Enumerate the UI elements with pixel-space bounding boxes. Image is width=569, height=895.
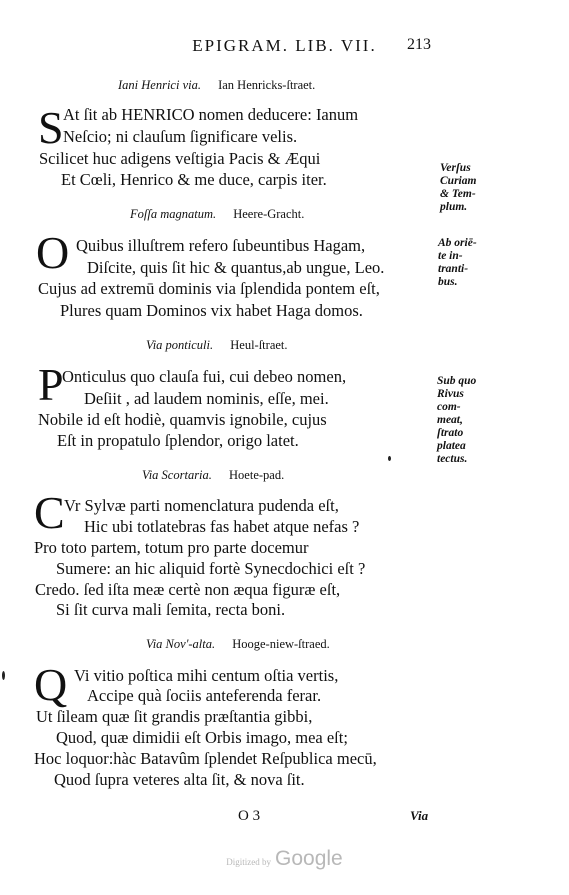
verse-line: Et Cœli, Henrico & me duce, carpis iter. (61, 170, 327, 189)
verse-line: Deſiit , ad laudem nominis, eſſe, mei. (84, 389, 329, 408)
signature-mark: O 3 (238, 808, 261, 824)
verse-line: Nobile id eſt hodiè, quamvis ignobile, cujus (38, 410, 327, 429)
margin-note-line: tectus. (437, 453, 468, 465)
verse-line: Sumere: an hic aliquid fortè Synecdochici eſt ? (56, 559, 366, 578)
page-number: 213 (407, 36, 431, 53)
margin-note-line: Sub quo (437, 375, 477, 387)
title-dutch: Ian Henricks-ſtraet. (218, 78, 316, 92)
verse-line: Onticulus quo clauſa fui, cui debeo nomen, (62, 367, 347, 386)
running-head: EPIGRAM. LIB. VII. (192, 36, 377, 55)
verse-line: Quod, quæ dimidii eſt Orbis imago, mea eſt; (56, 728, 348, 747)
margin-note-line: & Tem- (440, 188, 476, 200)
verse-line: Vr Sylvæ parti nomenclatura pudenda eſt, (64, 496, 339, 515)
margin-note-line: Ab oriē- (438, 237, 477, 249)
digitization-watermark (0, 847, 569, 871)
ink-speck (388, 456, 391, 461)
drop-initial: S (38, 102, 64, 153)
margin-note-line: platea (437, 440, 466, 452)
section-title (130, 207, 304, 222)
margin-note (437, 375, 476, 466)
verse-line: Quibus illuſtrem refero ſubeuntibus Hagam, (76, 236, 366, 255)
verse-line: Eſt in propatulo ſplendor, origo latet. (57, 431, 299, 450)
margin-note (440, 162, 476, 214)
verse-line: Plures quam Dominos vix habet Haga domos. (60, 301, 363, 320)
drop-initial: O (36, 227, 70, 278)
margin-note-line: ſtrato (437, 427, 464, 439)
margin-note-line: te in- (438, 250, 463, 262)
title-latin: Via Nov'-alta. (146, 637, 216, 651)
title-latin: Via Scortaria. (142, 468, 212, 482)
margin-note-line: com- (437, 401, 461, 413)
title-dutch: Hoete-pad. (229, 468, 285, 482)
verse-line: Hic ubi totlatebras fas habet atque nefas ? (84, 517, 360, 536)
title-dutch: Heul-ſtraet. (230, 338, 288, 352)
drop-initial: C (34, 487, 65, 538)
verse-line: Si ſit curva mali ſemita, recta boni. (56, 600, 286, 619)
drop-initial: P (38, 359, 64, 410)
watermark-small-text: Digitized by (226, 857, 272, 867)
catchword: Via (410, 808, 429, 823)
watermark-logo-text: Google (275, 847, 343, 870)
verse-line: Quod ſupra veteres alta ſit, & nova ſit. (54, 770, 305, 789)
verse-line: Scilicet huc adigens veſtigia Pacis & Æqui (39, 149, 321, 168)
verse-line: Hoc loquor:hàc Batavûm ſplendet Reſpublica mecū, (34, 749, 377, 768)
section-title (146, 338, 288, 353)
drop-initial: Q (34, 659, 68, 710)
title-dutch: Heere-Gracht. (233, 207, 305, 221)
margin-note-line: Rivus (437, 388, 464, 400)
title-dutch: Hooge-niew-ſtraed. (232, 637, 330, 651)
verse-line: Pro toto partem, totum pro parte docemur (34, 538, 309, 557)
verse-line: Cujus ad extremū dominis via ſplendida pontem eſt, (38, 279, 380, 298)
margin-note-line: Curiam (440, 175, 477, 187)
margin-note-line: meat, (437, 414, 463, 426)
margin-note-line: tranti- (438, 263, 469, 275)
margin-note (438, 237, 477, 289)
verse-line: Neſcio; ni clauſum ſignificare velis. (63, 127, 298, 146)
section-title (118, 78, 315, 93)
verse-line: Ut ſileam quæ ſit grandis præſtantia gibbi, (36, 707, 313, 726)
margin-note-line: plum. (440, 201, 468, 213)
verse-line: Credo. ſed iſta meæ certè non æqua figuræ eſt, (35, 580, 341, 599)
verse-line: At ſit ab HENRICO nomen deducere: Ianum (63, 105, 359, 124)
section-title (142, 468, 284, 483)
title-latin: Via ponticuli. (146, 338, 214, 352)
verse-line: Vi vitio poſtica mihi centum oſtia vertis, (74, 666, 339, 685)
section-title (146, 637, 330, 652)
title-latin: Foſſa magnatum. (130, 207, 217, 221)
ink-speck (2, 671, 5, 680)
verse-line: Accipe quà ſociis anteferenda ferar. (87, 686, 322, 705)
margin-note-line: Verſus (440, 162, 471, 174)
title-latin: Iani Henrici via. (118, 78, 201, 92)
verse-line: Diſcite, quis ſit hic & quantus,ab ungue, Leo. (87, 258, 385, 277)
margin-note-line: bus. (438, 276, 458, 288)
